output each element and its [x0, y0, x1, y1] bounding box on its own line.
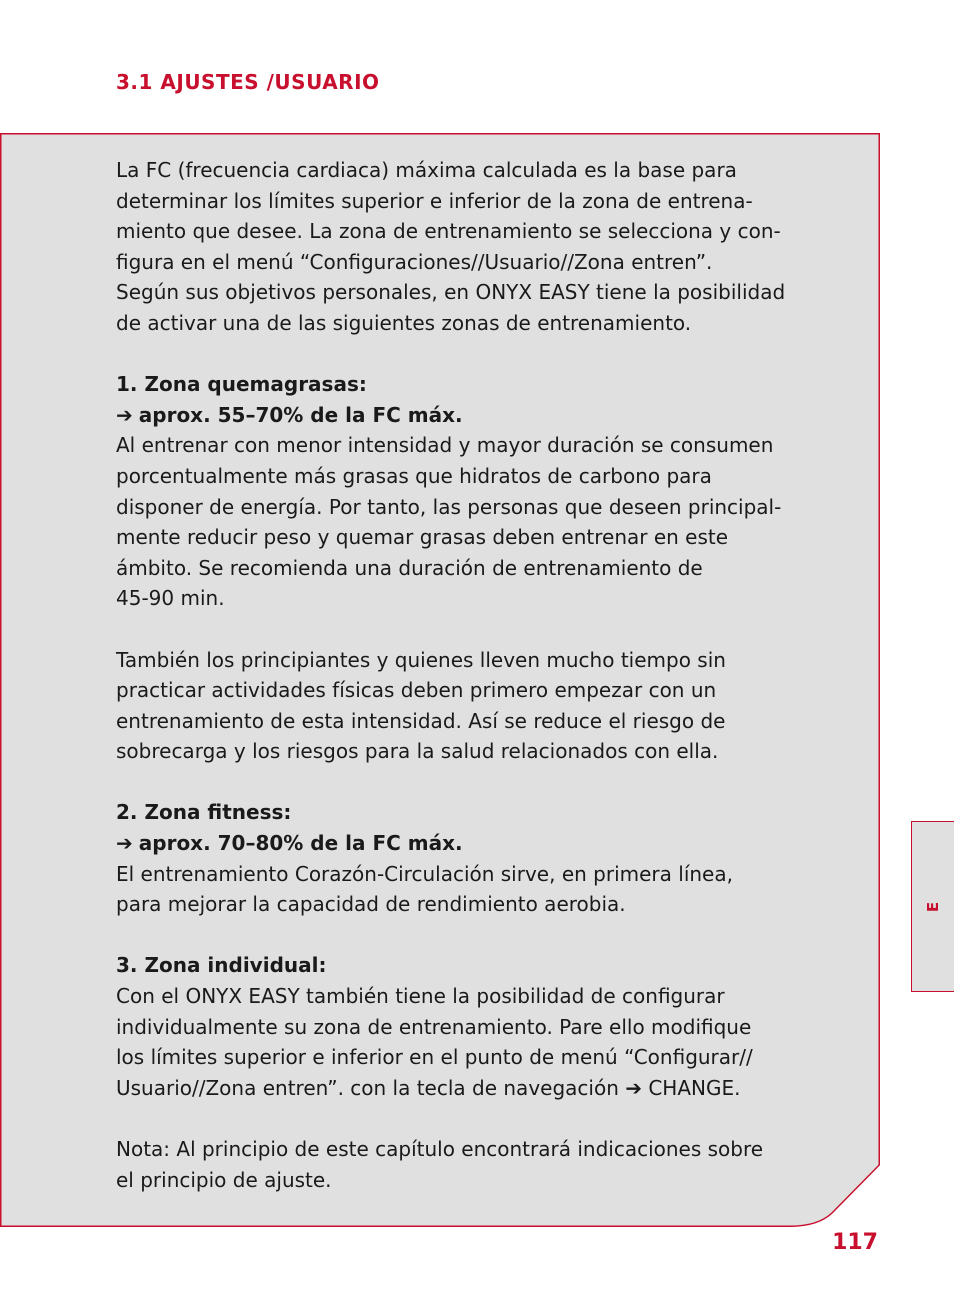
- language-tab-label: E: [924, 901, 942, 912]
- text-line: los límites superior e inferior en el punto de menú “Configurar//: [116, 1045, 753, 1070]
- zone1-heading: 1. Zona quemagrasas:: [116, 372, 367, 397]
- zone3-section: [116, 950, 846, 1103]
- text-line: 45-90 min.: [116, 586, 225, 611]
- arrow-right-icon: ➔: [116, 831, 133, 856]
- text-line: practicar actividades físicas deben primero empezar con un: [116, 678, 717, 703]
- zone1-range-text: aprox. 55–70% de la FC máx.: [138, 402, 463, 427]
- text-line: disponer de energía. Por tanto, las personas que deseen principal-: [116, 494, 782, 519]
- text-line: determinar los límites superior e inferior de la zona de entrena-: [116, 188, 753, 213]
- text-line: Al entrenar con menor intensidad y mayor duración se consumen: [116, 433, 774, 458]
- text-line: figura en el menú “Configuraciones//Usuario//Zona entren”.: [116, 249, 713, 274]
- text-line: entrenamiento de esta intensidad. Así se reduce el riesgo de: [116, 708, 726, 733]
- zone2-range: [116, 828, 846, 859]
- text-line: sobrecarga y los riesgos para la salud relacionados con ella.: [116, 739, 719, 764]
- text-line: Con el ONYX EASY también tiene la posibilidad de configurar: [116, 984, 725, 1009]
- text-line: Nota: Al principio de este capítulo encontrará indicaciones sobre: [116, 1137, 764, 1161]
- zone2-heading: 2. Zona fitness:: [116, 800, 292, 825]
- text-line: el principio de ajuste.: [116, 1167, 332, 1192]
- note-section: [116, 1134, 846, 1195]
- arrow-right-icon: ➔: [116, 402, 133, 427]
- page-number: 117: [832, 1230, 878, 1255]
- text-line: mente reducir peso y quemar grasas deben entrenar en este: [116, 525, 729, 550]
- text-line: porcentualmente más grasas que hidratos de carbono para: [116, 463, 712, 488]
- text-line: La FC (frecuencia cardiaca) máxima calculada es la base para: [116, 158, 737, 182]
- text-line: individualmente su zona de entrenamiento. Pare ello modifique: [116, 1014, 752, 1039]
- section-title: 3.1 AJUSTES /USUARIO: [116, 70, 380, 94]
- text-line: Según sus objetivos personales, en ONYX EASY tiene la posibilidad: [116, 280, 786, 305]
- language-tab: [911, 821, 954, 992]
- text-line: También los principiantes y quienes lleven mucho tiempo sin: [116, 647, 726, 672]
- zone1-range: [116, 400, 846, 431]
- content-body: [116, 155, 846, 1195]
- intro-paragraph: [116, 155, 846, 339]
- zone2-range-text: aprox. 70–80% de la FC máx.: [138, 831, 463, 856]
- text-line: El entrenamiento Corazón-Circulación sirve, en primera línea,: [116, 861, 733, 886]
- zone1-section: [116, 369, 846, 767]
- text-line: para mejorar la capacidad de rendimiento aerobia.: [116, 892, 626, 917]
- zone2-section: [116, 797, 846, 919]
- text-line: miento que desee. La zona de entrenamiento se selecciona y con-: [116, 219, 781, 244]
- text-line: Usuario//Zona entren”. con la tecla de navegación ➔ CHANGE.: [116, 1075, 741, 1100]
- text-line: ámbito. Se recomienda una duración de entrenamiento de: [116, 555, 703, 580]
- text-line: de activar una de las siguientes zonas de entrenamiento.: [116, 310, 692, 335]
- zone3-heading: 3. Zona individual:: [116, 953, 327, 978]
